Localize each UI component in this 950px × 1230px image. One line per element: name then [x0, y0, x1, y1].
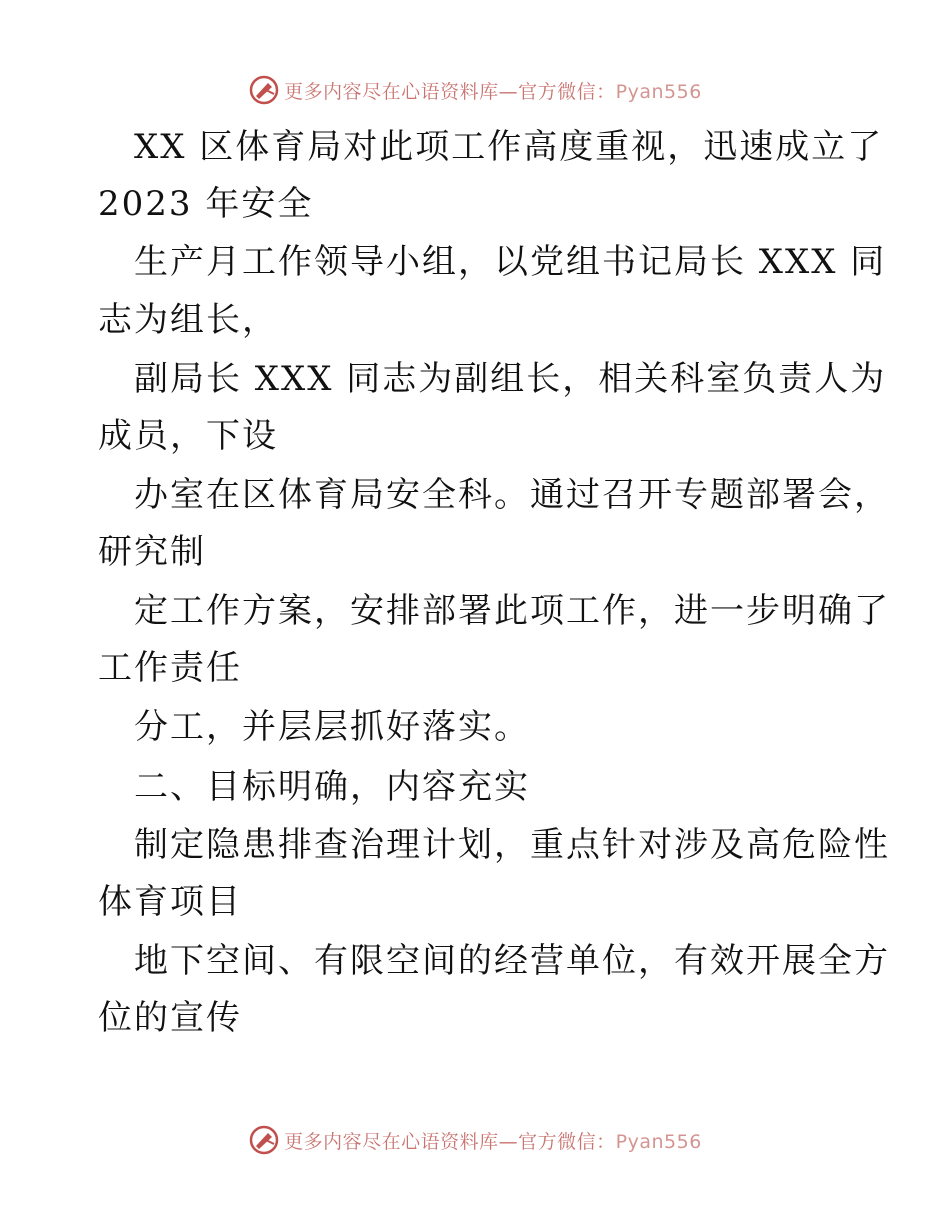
body-line-13: 制定隐患排查治理计划，重点针对涉及高危险性	[134, 825, 890, 865]
body-line-15: 地下空间、有限空间的经营单位，有效开展全方	[134, 941, 890, 981]
body-line-11: 分工，并层层抓好落实。	[134, 707, 530, 747]
pen-nib-logo-icon	[248, 1124, 280, 1156]
body-line-3: 生产月工作领导小组，以党组书记局长 XXX 同	[134, 242, 887, 282]
footer-wechat-id: Pyan556	[615, 1130, 702, 1153]
body-line-9: 定工作方案，安排部署此项工作，进一步明确了	[134, 591, 890, 631]
body-line-7: 办室在区体育局安全科。通过召开专题部署会，	[134, 475, 890, 515]
header-wechat-id: Pyan556	[615, 80, 702, 103]
body-line-14: 体育项目	[98, 882, 242, 922]
footer-watermark-text	[284, 1127, 702, 1154]
body-line-2: 2023 年安全	[98, 184, 314, 224]
section-heading: 二、目标明确，内容充实	[134, 767, 530, 807]
body-line-16: 位的宣传	[98, 998, 242, 1038]
body-line-8: 研究制	[98, 532, 206, 572]
body-line-4: 志为组长，	[98, 300, 278, 340]
footer-watermark-label: 更多内容尽在心语资料库—官方微信：	[284, 1130, 616, 1153]
footer-watermark-banner	[0, 1120, 950, 1160]
body-line-10: 工作责任	[98, 648, 242, 688]
body-line-6: 成员，下设	[98, 416, 278, 456]
header-watermark-label: 更多内容尽在心语资料库—官方微信：	[284, 80, 616, 103]
body-line-5: 副局长 XXX 同志为副组长，相关科室负责人为	[134, 359, 887, 399]
body-line-1: XX 区体育局对此项工作高度重视，迅速成立了	[134, 127, 884, 167]
